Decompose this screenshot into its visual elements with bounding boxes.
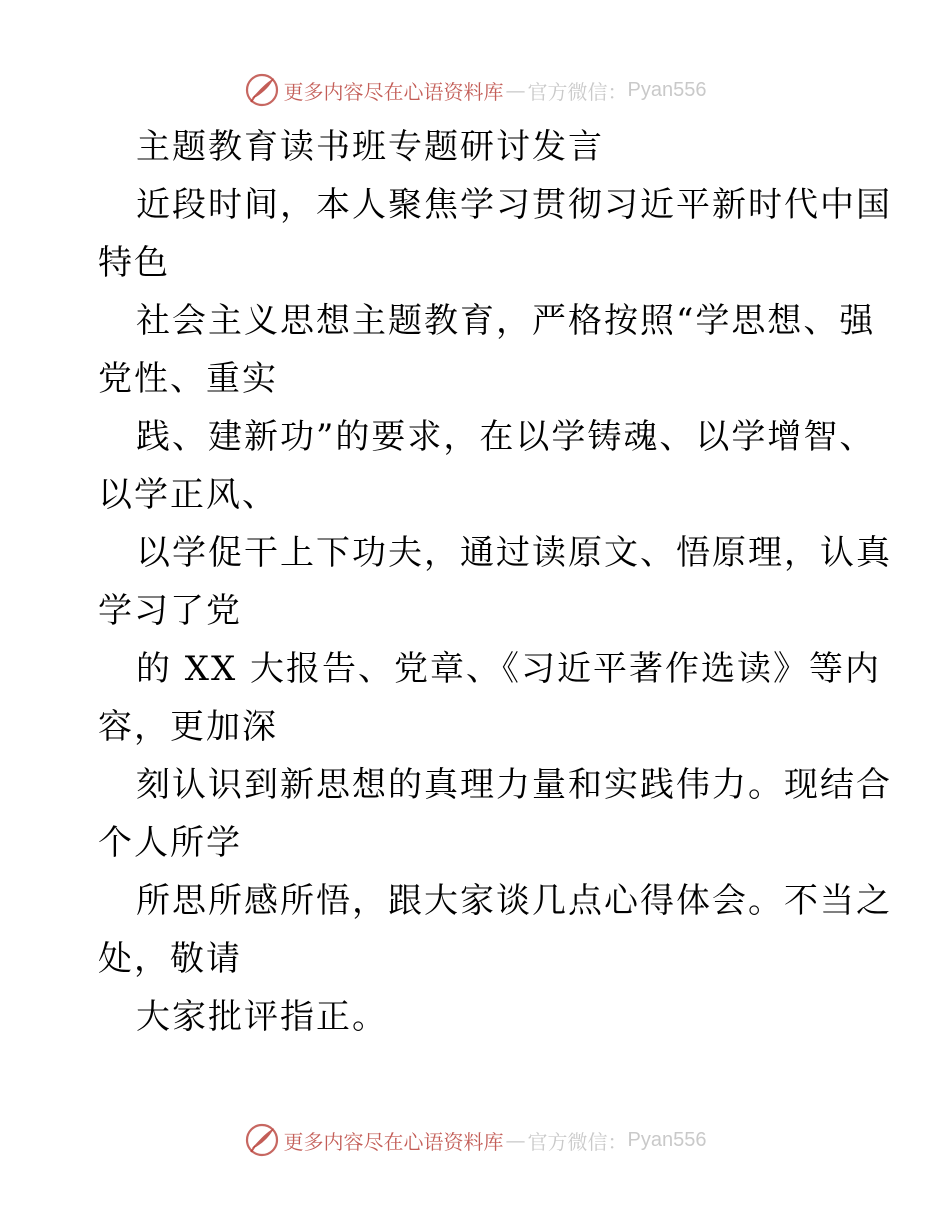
banner-title: 更多内容尽在心语资料库: [283, 1129, 504, 1154]
banner-wechat-label: 官方微信：: [527, 79, 628, 104]
text-line: 的 XX 大报告、党章、《习近平著作选读》等内: [136, 649, 882, 689]
text-line: 大家批评指正。: [136, 997, 388, 1037]
banner-wechat-id: Pyan556: [627, 78, 707, 101]
document-body: [98, 118, 892, 1046]
text-line: 刻认识到新思想的真理力量和实践伟力。现结合: [136, 765, 892, 805]
text-line: 处，敬请: [98, 939, 242, 979]
footer-banner: [0, 1120, 950, 1160]
text-line: 以学促干上下功夫，通过读原文、悟原理，认真: [136, 533, 892, 573]
banner-separator: —: [505, 78, 526, 102]
text-line: 践、建新功”的要求，在以学铸魂、以学增智、: [136, 417, 876, 457]
document-title: 主题教育读书班专题研讨发言: [136, 127, 604, 167]
footer-banner-content: [244, 1122, 707, 1158]
quill-pen-logo-icon: [244, 1122, 280, 1158]
text-line: 容，更加深: [98, 707, 278, 747]
quill-pen-logo-icon: [244, 72, 280, 108]
banner-wechat-id: Pyan556: [627, 1128, 707, 1151]
text-line: 社会主义思想主题教育，严格按照“学思想、强: [136, 301, 876, 341]
banner-wechat-label: 官方微信：: [527, 1129, 628, 1154]
text-line: 近段时间，本人聚焦学习贯彻习近平新时代中国: [136, 185, 892, 225]
text-line: 党性、重实: [98, 359, 278, 399]
text-line: 个人所学: [98, 823, 242, 863]
banner-title: 更多内容尽在心语资料库: [283, 79, 504, 104]
banner-separator: —: [505, 1128, 526, 1152]
text-line: 特色: [98, 243, 170, 283]
text-line: 所思所感所悟，跟大家谈几点心得体会。不当之: [136, 881, 892, 921]
header-banner-content: [244, 72, 707, 108]
header-banner: [0, 70, 950, 110]
text-line: 学习了党: [98, 591, 242, 631]
text-line: 以学正风、: [98, 475, 278, 515]
